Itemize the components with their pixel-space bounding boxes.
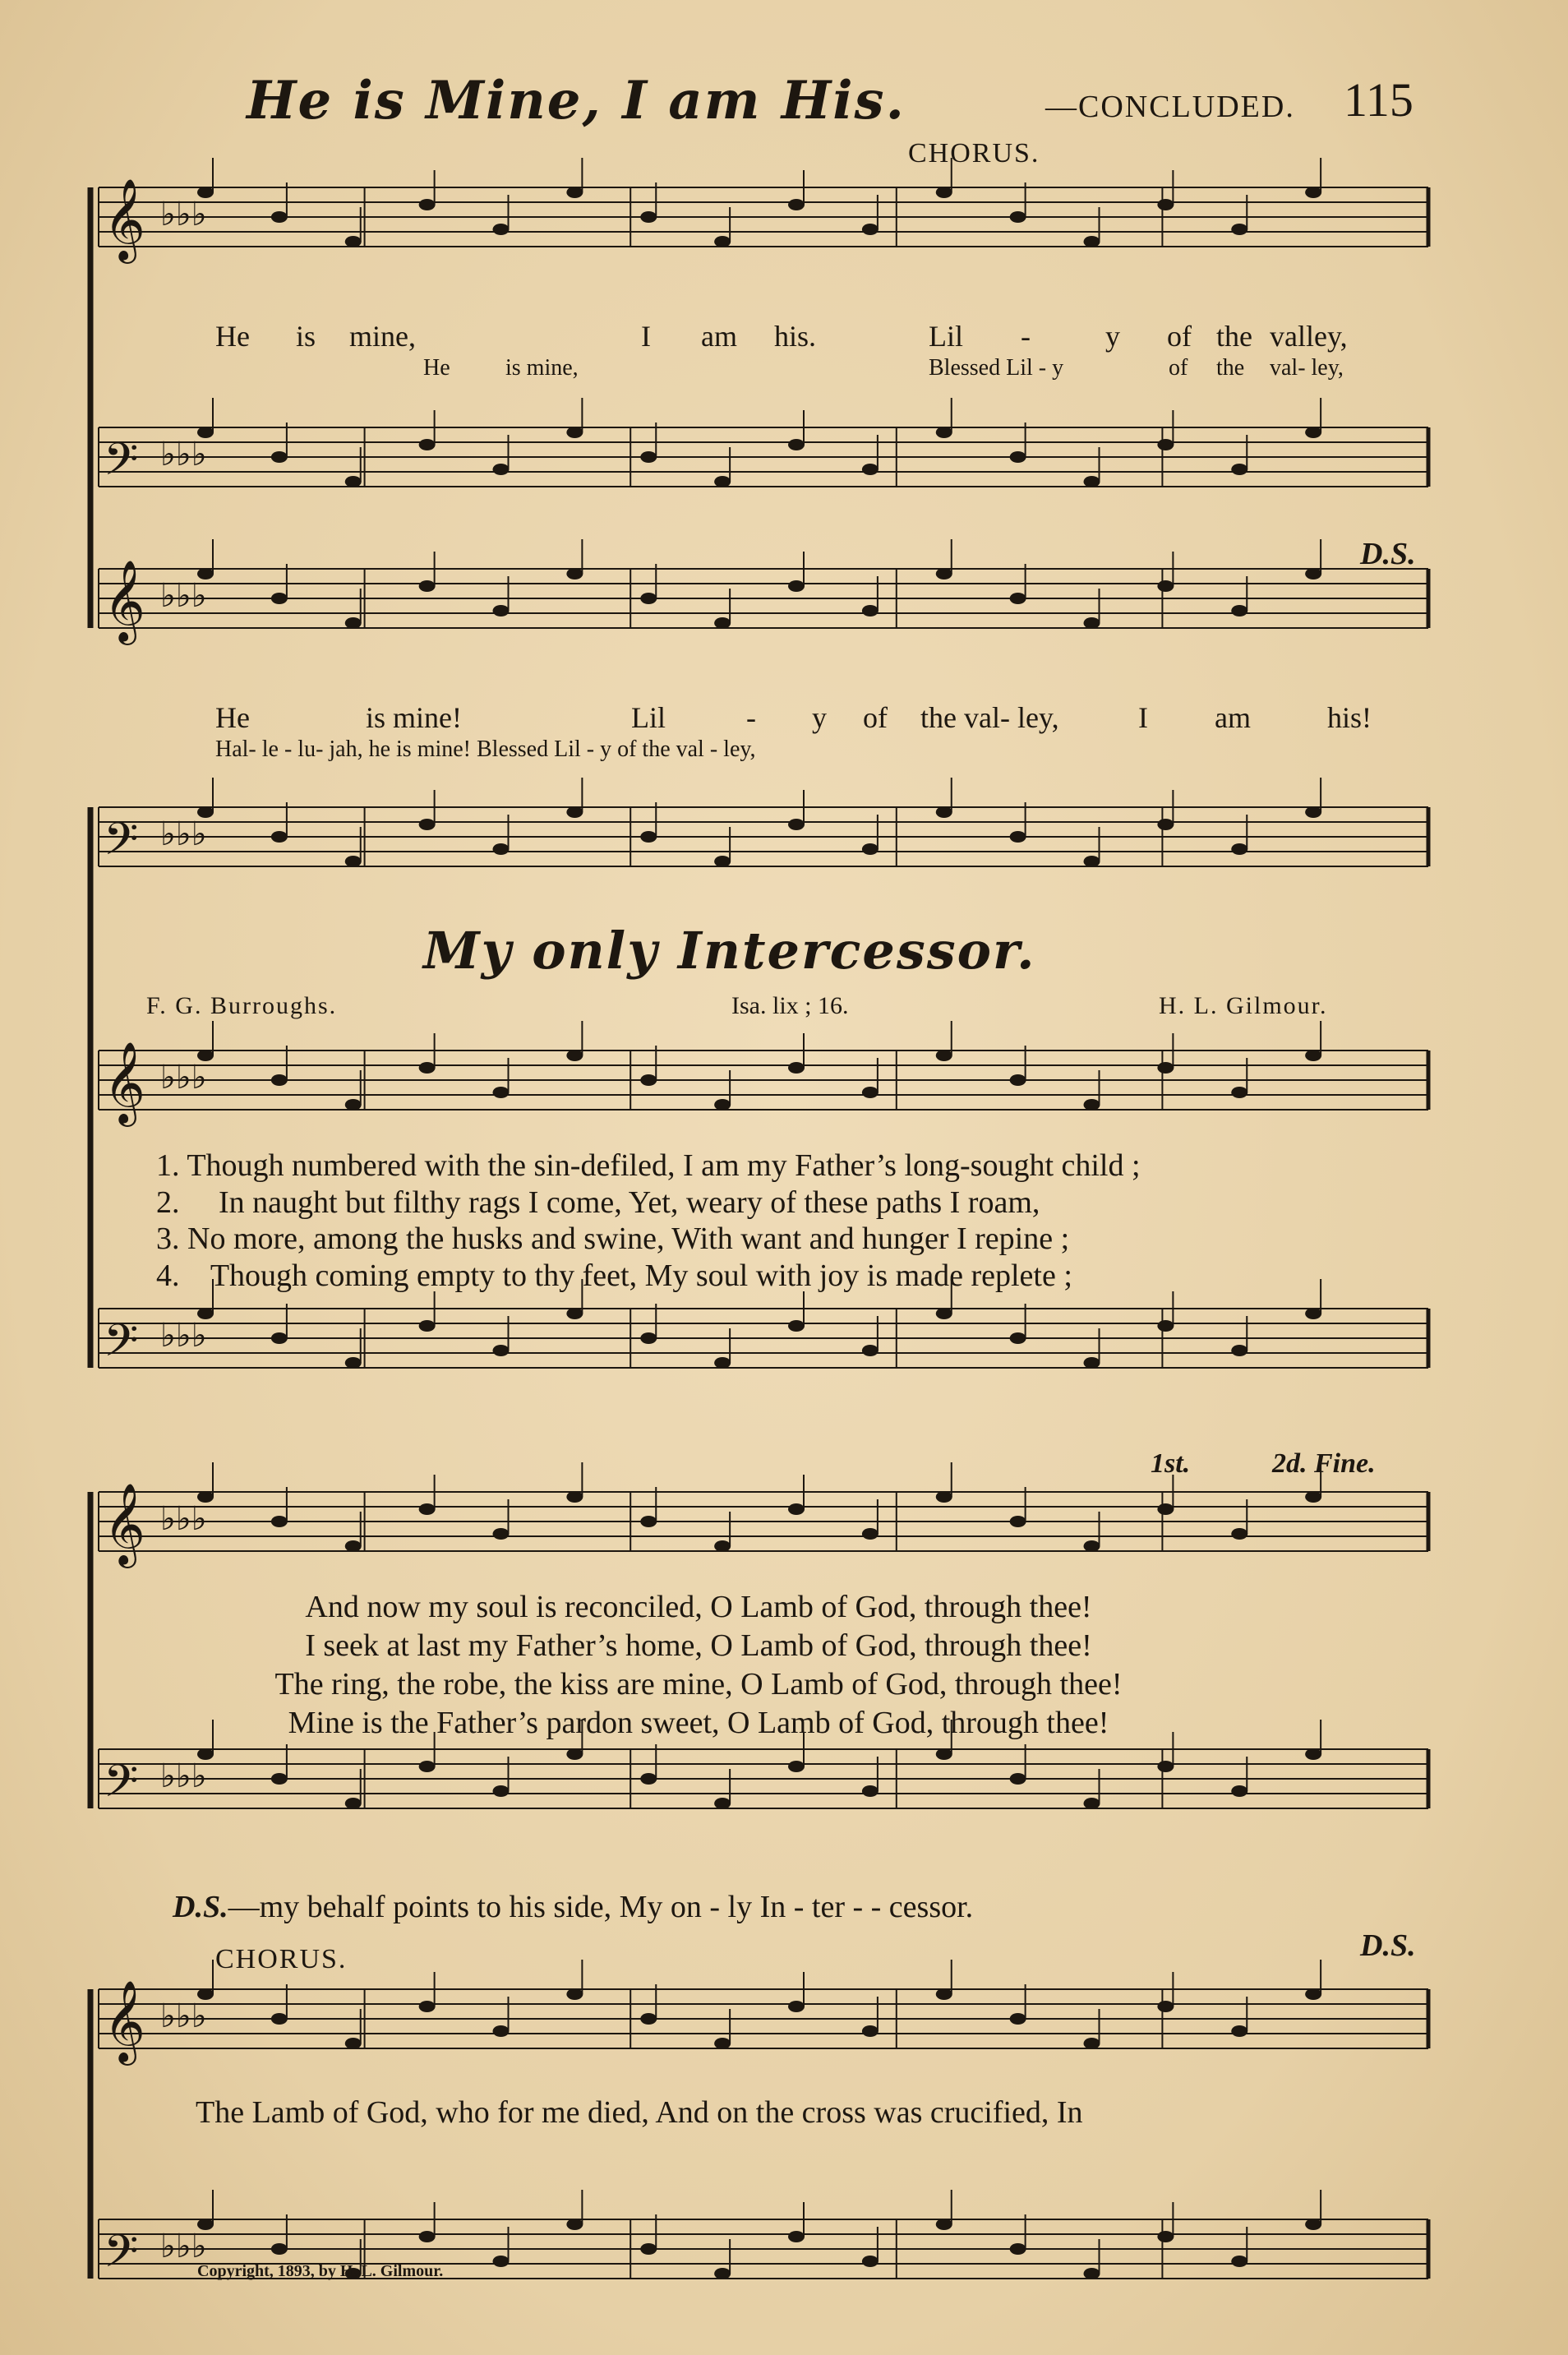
note-head (345, 2038, 362, 2049)
bass-lyric: of (1169, 355, 1188, 381)
note-head (1305, 2219, 1321, 2230)
note-head (862, 2256, 879, 2267)
refrain-line: The ring, the robe, the kiss are mine, O Lamb of God, through thee! (274, 1667, 1123, 1702)
note-head (1010, 1773, 1026, 1785)
lyric-word: the val- ley, (920, 701, 1059, 734)
note-head (862, 464, 879, 475)
note-head (493, 1785, 510, 1797)
note-head (419, 819, 436, 830)
note-head (1305, 1748, 1321, 1760)
chorus2-lyric: The Lamb of God, who for me died, And on the cross was crucified, In (196, 2095, 1083, 2130)
note-head (419, 1062, 436, 1074)
note-head (862, 1785, 879, 1797)
note-head (566, 187, 583, 198)
note-head (640, 831, 657, 843)
note-head (936, 1988, 952, 2000)
verse-text: No more, among the husks and swine, With want and hunger I repine ; (187, 1221, 1070, 1256)
lyric-word: y (812, 701, 827, 734)
bass-lyric: Blessed Lil - y (929, 355, 1064, 381)
note-head (1010, 211, 1026, 223)
bass-clef-icon: 𝄢 (104, 1314, 139, 1378)
note-head (419, 1503, 436, 1515)
note-head (271, 1773, 288, 1785)
note-head (1231, 1087, 1247, 1098)
note-head (271, 2243, 288, 2255)
lyric-word: of (863, 701, 888, 734)
note-head (419, 199, 436, 210)
ds-line (173, 1889, 973, 1925)
note-head (714, 2268, 731, 2279)
note-head (788, 819, 805, 830)
lyric-word: of (1167, 320, 1192, 353)
note-head (493, 224, 510, 235)
note-head (788, 1062, 805, 1074)
lyric-word: am (701, 320, 737, 353)
key-signature-flats: ♭♭♭ (160, 577, 207, 615)
note-head (493, 464, 510, 475)
note-head (1305, 427, 1321, 438)
note-head (419, 580, 436, 592)
verse-number: 4. (156, 1258, 180, 1293)
note-head (640, 1516, 657, 1527)
note-head (271, 593, 288, 604)
note-head (788, 199, 805, 210)
lyric-word: valley, (1270, 320, 1348, 353)
hymn-title: He is Mine, I am His. (247, 70, 906, 132)
verse-line (156, 1221, 1141, 1258)
refrain-line: Mine is the Father’s pardon sweet, O Lamb of God, through thee! (288, 1706, 1109, 1740)
key-signature-flats: ♭♭♭ (160, 2228, 207, 2265)
note-head (1084, 1798, 1100, 1809)
note-head (640, 1332, 657, 1344)
note-head (566, 1308, 583, 1319)
key-signature-flats: ♭♭♭ (160, 1500, 207, 1538)
note-head (566, 806, 583, 818)
note-head (862, 843, 879, 855)
note-head (936, 187, 952, 198)
note-head (640, 1773, 657, 1785)
lyric-word: He (215, 320, 250, 353)
note-head (1084, 856, 1100, 867)
lyric-word: I (1138, 701, 1148, 734)
refrain-line: I seek at last my Father’s home, O Lamb of God, through thee! (305, 1628, 1092, 1663)
verse-number: 1. (156, 1148, 180, 1183)
note-head (1010, 1516, 1026, 1527)
bass-lyric: He (423, 355, 450, 381)
note-head (1305, 1491, 1321, 1503)
page-number: 115 (1344, 73, 1414, 127)
note-head (345, 1540, 362, 1552)
note-head (345, 1099, 362, 1111)
note-head (1305, 1050, 1321, 1061)
note-head (714, 1357, 731, 1369)
lyric-word: is (296, 320, 316, 353)
verse-line (156, 1184, 1141, 1221)
note-head (1010, 593, 1026, 604)
lyric-word: - (1021, 320, 1031, 353)
note-head (1084, 1540, 1100, 1552)
lyric-word: I (641, 320, 651, 353)
ds-line-text: —my behalf points to his side, My on - ly In - ter - - cessor. (228, 1890, 974, 1924)
bass-lyric: val- ley, (1270, 355, 1344, 381)
note-head (271, 831, 288, 843)
note-head (1157, 580, 1174, 592)
note-head (714, 617, 731, 629)
bass-lyric: is mine, (505, 355, 579, 381)
bass-lyric-line: Hal- le - lu- jah, he is mine! Blessed Lil - y of the val - ley, (215, 737, 756, 762)
note-head (862, 1087, 879, 1098)
key-signature-flats: ♭♭♭ (160, 436, 207, 473)
refrain-block (0, 1588, 1397, 1743)
note-head (271, 1516, 288, 1527)
chorus-label: CHORUS. (908, 138, 1040, 169)
note-head (271, 451, 288, 463)
note-head (493, 2025, 510, 2037)
lyric-word: his. (774, 320, 817, 353)
treble-clef-icon: 𝄞 (104, 1980, 145, 2062)
note-head (1305, 1308, 1321, 1319)
note-head (862, 1345, 879, 1356)
key-signature-flats: ♭♭♭ (160, 1317, 207, 1355)
note-head (1084, 617, 1100, 629)
note-head (936, 806, 952, 818)
note-head (862, 224, 879, 235)
note-head (788, 439, 805, 450)
note-head (1231, 464, 1247, 475)
note-head (640, 211, 657, 223)
note-head (640, 593, 657, 604)
note-head (493, 605, 510, 616)
note-head (1305, 568, 1321, 580)
note-head (1305, 187, 1321, 198)
treble-clef-icon: 𝄞 (104, 178, 145, 261)
treble-clef-icon: 𝄞 (104, 560, 145, 642)
note-head (1157, 1503, 1174, 1515)
note-head (1010, 1332, 1026, 1344)
concluded-label: —CONCLUDED. (1045, 90, 1295, 124)
note-head (1157, 819, 1174, 830)
ds-line-label: D.S. (173, 1890, 228, 1924)
note-head (566, 427, 583, 438)
note-head (1231, 224, 1247, 235)
refrain-line: And now my soul is reconciled, O Lamb of God, through thee! (305, 1590, 1092, 1624)
note-head (419, 439, 436, 450)
key-signature-flats: ♭♭♭ (160, 196, 207, 233)
note-head (1157, 2001, 1174, 2012)
note-head (345, 1798, 362, 1809)
lyric-word: the (1216, 320, 1252, 353)
note-head (1157, 1320, 1174, 1332)
chorus2-ds-label: D.S. (1360, 1928, 1416, 1963)
key-signature-flats: ♭♭♭ (160, 1997, 207, 2035)
note-head (271, 211, 288, 223)
note-head (1084, 236, 1100, 247)
note-head (419, 2001, 436, 2012)
note-head (419, 2231, 436, 2242)
note-head (1084, 1099, 1100, 1111)
note-head (714, 856, 731, 867)
note-head (936, 1748, 952, 1760)
treble-clef-icon: 𝄞 (104, 1483, 145, 1565)
note-head (1305, 806, 1321, 818)
note-head (936, 1491, 952, 1503)
hymn2-title: My only Intercessor. (423, 921, 1036, 981)
note-head (566, 1988, 583, 2000)
note-head (1231, 2256, 1247, 2267)
note-head (862, 2025, 879, 2037)
note-head (862, 605, 879, 616)
note-head (1157, 1062, 1174, 1074)
verse-text: In naught but filthy rags I come, Yet, weary of these paths I roam, (219, 1184, 1040, 1220)
note-head (566, 1491, 583, 1503)
bass-clef-icon: 𝄢 (104, 433, 139, 496)
lyric-word: mine, (349, 320, 416, 353)
note-head (936, 1308, 952, 1319)
note-head (345, 236, 362, 247)
note-head (714, 2038, 731, 2049)
note-head (1231, 605, 1247, 616)
note-head (640, 1074, 657, 1086)
verse-number: 3. (156, 1221, 180, 1256)
lyric-word: He (215, 701, 250, 734)
treble-clef-icon: 𝄞 (104, 1041, 145, 1124)
ds-label: D.S. (1360, 537, 1416, 571)
note-head (1084, 1357, 1100, 1369)
first-ending: 1st. (1151, 1448, 1191, 1479)
note-head (1084, 2268, 1100, 2279)
note-head (788, 2001, 805, 2012)
bass-clef-icon: 𝄢 (104, 813, 139, 876)
note-head (566, 568, 583, 580)
note-head (1305, 1988, 1321, 2000)
lyric-word: is mine! (366, 701, 462, 734)
note-head (640, 2013, 657, 2025)
key-signature-flats: ♭♭♭ (160, 815, 207, 853)
note-head (714, 1798, 731, 1809)
note-head (493, 1528, 510, 1540)
note-head (640, 451, 657, 463)
lyric-word: - (746, 701, 756, 734)
note-head (714, 1540, 731, 1552)
note-head (271, 1332, 288, 1344)
lyric-word: his! (1327, 701, 1372, 734)
lyric-word: Lil (631, 701, 666, 734)
note-head (788, 1320, 805, 1332)
note-head (1084, 2038, 1100, 2049)
note-head (493, 1345, 510, 1356)
verse-block (156, 1147, 1141, 1294)
note-head (1231, 1345, 1247, 1356)
note-head (1010, 2243, 1026, 2255)
verse-text: Though coming empty to thy feet, My soul with joy is made replete ; (210, 1258, 1072, 1293)
note-head (566, 1050, 583, 1061)
note-head (1010, 1074, 1026, 1086)
bass-clef-icon: 𝄢 (104, 1755, 139, 1818)
note-head (1231, 1785, 1247, 1797)
lyric-word: y (1105, 320, 1120, 353)
note-head (493, 843, 510, 855)
note-head (640, 2243, 657, 2255)
note-head (788, 2231, 805, 2242)
note-head (862, 1528, 879, 1540)
note-head (566, 1748, 583, 1760)
note-head (1231, 1528, 1247, 1540)
copyright-notice: Copyright, 1893, by H. L. Gilmour. (197, 2262, 444, 2280)
note-head (1157, 439, 1174, 450)
author: F. G. Burroughs. (146, 992, 338, 1019)
note-head (788, 1503, 805, 1515)
note-head (714, 236, 731, 247)
note-head (271, 2013, 288, 2025)
note-head (493, 2256, 510, 2267)
note-head (419, 1320, 436, 1332)
verse-text: Though numbered with the sin-defiled, I am my Father’s long-sought child ; (187, 1148, 1141, 1183)
composer: H. L. Gilmour. (1159, 992, 1328, 1019)
note-head (714, 1099, 731, 1111)
note-head (1010, 2013, 1026, 2025)
note-head (936, 427, 952, 438)
note-head (419, 1761, 436, 1772)
note-head (1157, 1761, 1174, 1772)
note-head (788, 1761, 805, 1772)
scripture-reference: Isa. lix ; 16. (731, 992, 849, 1019)
note-head (345, 617, 362, 629)
note-head (788, 580, 805, 592)
note-head (1231, 2025, 1247, 2037)
note-head (493, 1087, 510, 1098)
note-head (936, 568, 952, 580)
note-head (1157, 2231, 1174, 2242)
note-head (936, 2219, 952, 2230)
lyric-word: am (1215, 701, 1251, 734)
note-head (1157, 199, 1174, 210)
second-ending: 2d. Fine. (1272, 1448, 1376, 1479)
key-signature-flats: ♭♭♭ (160, 1757, 207, 1795)
note-head (345, 856, 362, 867)
key-signature-flats: ♭♭♭ (160, 1059, 207, 1097)
chorus2-label: CHORUS. (215, 1944, 348, 1974)
note-head (345, 476, 362, 487)
note-head (1010, 451, 1026, 463)
note-head (1010, 831, 1026, 843)
note-head (936, 1050, 952, 1061)
note-head (271, 1074, 288, 1086)
verse-line (156, 1258, 1141, 1295)
note-head (566, 2219, 583, 2230)
verse-number: 2. (156, 1184, 180, 1220)
note-head (1084, 476, 1100, 487)
verse-line (156, 1147, 1141, 1184)
note-head (345, 1357, 362, 1369)
note-head (714, 476, 731, 487)
lyric-word: Lil (929, 320, 963, 353)
note-head (1231, 843, 1247, 855)
bass-lyric: the (1216, 355, 1245, 381)
bass-clef-icon: 𝄢 (104, 2225, 139, 2288)
